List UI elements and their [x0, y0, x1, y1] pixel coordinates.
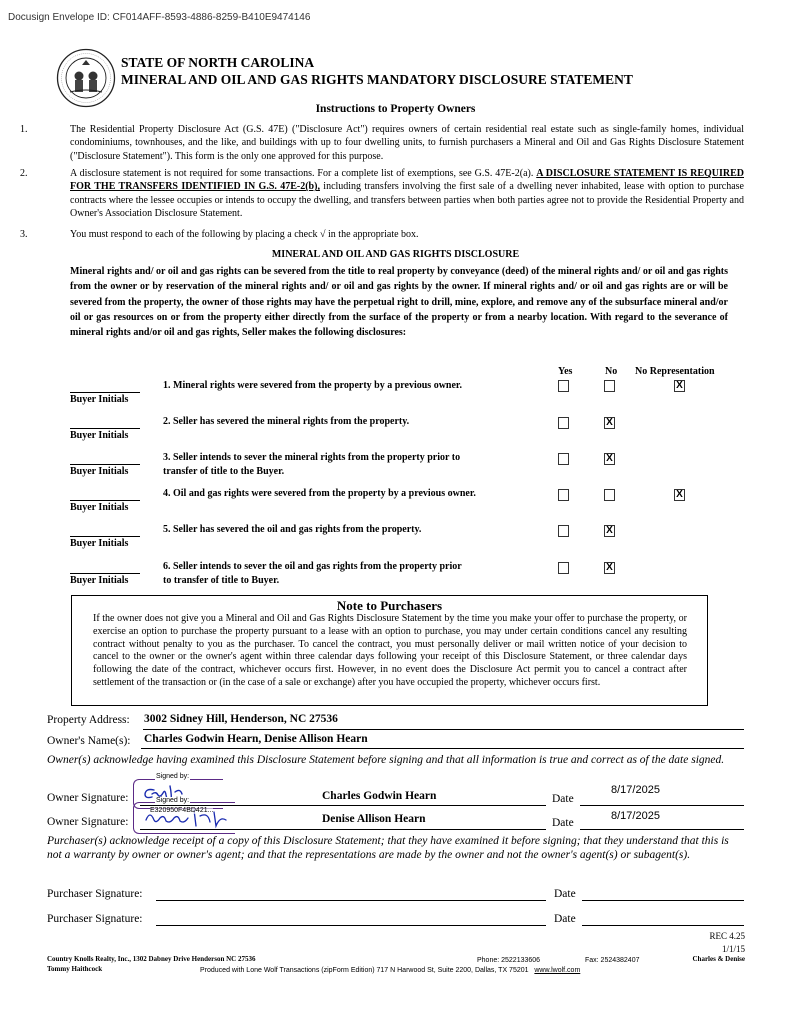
instruction-number: 2.	[20, 168, 28, 179]
instruction-2-part-a: A disclosure statement is not required for some transactions. For a complete list of exemptions, see G.S. 47E-2(a).	[70, 168, 537, 179]
column-no-representation: No Representation	[635, 366, 715, 377]
question-text-continued: transfer of title to the Buyer.	[163, 466, 285, 477]
date-label: Date	[552, 817, 574, 829]
signed-by-label: Signed by:	[156, 797, 190, 804]
question-5	[163, 523, 421, 537]
signature-2-underline	[140, 829, 546, 830]
question-text: 2. Seller has severed the mineral rights from the property.	[163, 416, 410, 427]
buyer-initials-field[interactable]	[70, 392, 140, 393]
agent-name: Tommy Haithcock	[47, 965, 103, 973]
lwolf-link[interactable]: www.lwolf.com	[534, 967, 581, 974]
instruction-2-required-notice: A DISCLOSURE STATEMENT IS REQUIRED FOR THE TRANSFERS IDENTIFIED IN G.S. 47E-2(b),	[70, 168, 744, 193]
purchaser-acknowledgment: Purchaser(s) acknowledge receipt of a copy of this Disclosure Statement; that they have examined it before signing; that they understand that this is not a warranty by owner or owner's agent; and that the representations are made by the owner and not the owner's agent(s) or subagent(s).	[47, 835, 729, 861]
checkbox-yes-q1[interactable]	[558, 380, 569, 392]
form-title: MINERAL AND OIL AND GAS RIGHTS MANDATORY DISCLOSURE STATEMENT	[121, 72, 633, 87]
checkbox-yes-q5[interactable]	[558, 525, 569, 537]
instruction-1-text: The Residential Property Disclosure Act (G.S. 47E) ("Disclosure Act") requires owners of certain residential real estate such as single-family homes, individual condominiums, townhouses, and the like, and buildings with up to four dwelling units, to furnish purchasers a Mineral and Oil and Gas Rights Disclosure Statement ("Disclosure Statement"). This form is the only one approved for this purpose.	[70, 124, 744, 162]
date-1-underline	[580, 805, 744, 806]
owner-acknowledgment: Owner(s) acknowledge having examined this Disclosure Statement before signing and that all information is true and correct as of the date signed.	[47, 754, 725, 766]
checkbox-no-q1[interactable]	[604, 380, 615, 392]
buyer-initials-label: Buyer Initials	[70, 394, 129, 405]
purchaser-signature-label: Purchaser Signature:	[47, 913, 143, 925]
address-underline	[143, 729, 744, 730]
checkbox-yes-q6[interactable]	[558, 562, 569, 574]
checkbox-yes-q3[interactable]	[558, 453, 569, 465]
buyer-initials-label: Buyer Initials	[70, 538, 129, 549]
purchaser-1-signature-line[interactable]	[156, 900, 546, 901]
checkbox-no-q4[interactable]	[604, 489, 615, 501]
note-title: Note to Purchasers	[336, 598, 443, 613]
question-6	[163, 560, 462, 588]
owners-value[interactable]: Charles Godwin Hearn, Denise Allison Hearn	[144, 733, 368, 745]
instruction-number: 1.	[20, 124, 28, 135]
instruction-2-text	[70, 167, 744, 220]
owner-1-date: 8/17/2025	[611, 784, 660, 796]
owner-1-name: Charles Godwin Hearn	[322, 790, 437, 802]
disclosure-intro: Mineral rights and/ or oil and gas rights can be severed from the title to real property by conveyance (deed) of the mineral rights and/ or oil and gas rights from the owner or by reservation of the mineral rights and/ or oil and gas rights by the owner. If mineral rights and/ or oil and gas rights are or will be severed from the property, the owner of those rights may have the perpetual right to drill, mine, explore, and remove any of the subsurface mineral and/or oil or gas resources on or from the property either directly from the surface of the property or from a nearby location. With regard to the severance of mineral rights and/or oil and gas rights, Seller makes the following disclosures:	[70, 266, 728, 339]
column-no: No	[605, 366, 618, 377]
date-label: Date	[554, 913, 576, 925]
checkbox-norep-q4[interactable]: X	[674, 489, 685, 501]
phone-number: Phone: 2522133606	[477, 957, 541, 964]
question-3	[163, 451, 460, 479]
question-1	[163, 379, 462, 393]
question-text: 3. Seller intends to sever the mineral rights from the property prior to	[163, 452, 461, 463]
purchaser-2-date-line[interactable]	[582, 925, 744, 926]
buyer-initials-field[interactable]	[70, 428, 140, 429]
buyer-initials-label: Buyer Initials	[70, 430, 129, 441]
instructions-heading: Instructions to Property Owners	[315, 103, 476, 115]
buyer-initials-field[interactable]	[70, 573, 140, 574]
buyer-initials-label: Buyer Initials	[70, 575, 129, 586]
question-text-continued: to transfer of title to Buyer.	[163, 575, 280, 586]
file-name: Charles & Denise	[692, 955, 745, 963]
purchaser-1-date-line[interactable]	[582, 900, 744, 901]
buyer-initials-field[interactable]	[70, 464, 140, 465]
purchaser-signature-label: Purchaser Signature:	[47, 888, 143, 900]
owners-label: Owner's Name(s):	[47, 735, 131, 747]
form-date: 1/1/15	[721, 944, 745, 954]
disclosure-heading: MINERAL AND OIL AND GAS RIGHTS DISCLOSURE	[271, 249, 520, 260]
state-title: STATE OF NORTH CAROLINA	[121, 55, 315, 70]
checkbox-norep-q1[interactable]: X	[674, 380, 685, 392]
checkbox-yes-q2[interactable]	[558, 417, 569, 429]
property-address-value[interactable]: 3002 Sidney Hill, Henderson, NC 27536	[144, 713, 338, 725]
property-address-label: Property Address:	[47, 714, 130, 726]
checkbox-no-q6[interactable]: X	[604, 562, 615, 574]
instruction-2-part-c: including transfers involving the first sale of a dwelling never inhabited, lease with option to purchase contracts where the lessee occupies or intends to occupy the dwelling, and transfers between parties when both parties agree not to provide the Residential Property and Owner's Association Disclosure Statement.	[70, 181, 744, 219]
date-2-underline	[580, 829, 744, 830]
checkbox-no-q5[interactable]: X	[604, 525, 615, 537]
date-label: Date	[554, 888, 576, 900]
checkbox-yes-q4[interactable]	[558, 489, 569, 501]
question-text: 4. Oil and gas rights were severed from the property by a previous owner.	[163, 488, 476, 499]
form-code: REC 4.25	[709, 931, 745, 941]
question-2	[163, 415, 409, 429]
purchaser-2-signature-line[interactable]	[156, 925, 546, 926]
envelope-id: Docusign Envelope ID: CF014AFF-8593-4886-8259-B410E9474146	[8, 12, 311, 23]
owner-2-name: Denise Allison Hearn	[322, 813, 426, 825]
signer-hash: E320950F4BD421...	[150, 807, 214, 814]
note-text: If the owner does not give you a Mineral and Oil and Gas Rights Disclosure Statement by the time you make your offer to purchase the property, or exercise an option to purchase the property pursuant to a lease with an option to purchase, you may under certain conditions cancel any resulting contract without penalty to you as the purchaser. To cancel the contract, you must personally deliver or mail written notice of your decision to cancel to the owner or the owner's agent within three calendar days following your receipt of this Disclosure Statement, or three calendar days following the date of the contract, whichever occurs first. However, in no event does the Disclosure Act permit you to cancel a contract after settlement of the transaction or (in the case of a sale or exchange) after you have occupied the property, whichever occurs first.	[93, 613, 687, 688]
column-yes: Yes	[558, 366, 573, 377]
buyer-initials-field[interactable]	[70, 536, 140, 537]
instruction-number: 3.	[20, 229, 28, 240]
buyer-initials-label: Buyer Initials	[70, 502, 129, 513]
produced-text: Produced with Lone Wolf Transactions (zipForm Edition) 717 N Harwood St, Suite 2200, Dallas, TX 75201	[200, 967, 529, 974]
owner-signature-label: Owner Signature:	[47, 816, 129, 828]
owner-2-date: 8/17/2025	[611, 810, 660, 822]
checkbox-no-q3[interactable]: X	[604, 453, 615, 465]
question-text: 1. Mineral rights were severed from the property by a previous owner.	[163, 380, 462, 391]
buyer-initials-field[interactable]	[70, 500, 140, 501]
state-seal-icon	[56, 48, 116, 108]
buyer-initials-label: Buyer Initials	[70, 466, 129, 477]
question-text: 5. Seller has severed the oil and gas rights from the property.	[163, 524, 422, 535]
owner-signature-label: Owner Signature:	[47, 792, 129, 804]
question-text: 6. Seller intends to sever the oil and gas rights from the property prior	[163, 561, 462, 572]
instruction-3-text: You must respond to each of the following by placing a check √ in the appropriate box.	[70, 229, 419, 240]
date-label: Date	[552, 793, 574, 805]
fax-number: Fax: 2524382407	[585, 957, 640, 964]
question-4	[163, 487, 476, 501]
produced-with	[200, 967, 580, 974]
brokerage-info: Country Knolls Realty, Inc., 1302 Dabney Drive Henderson NC 27536	[47, 955, 256, 963]
owners-underline	[141, 748, 744, 749]
checkbox-no-q2[interactable]: X	[604, 417, 615, 429]
signed-by-label: Signed by:	[156, 773, 190, 780]
